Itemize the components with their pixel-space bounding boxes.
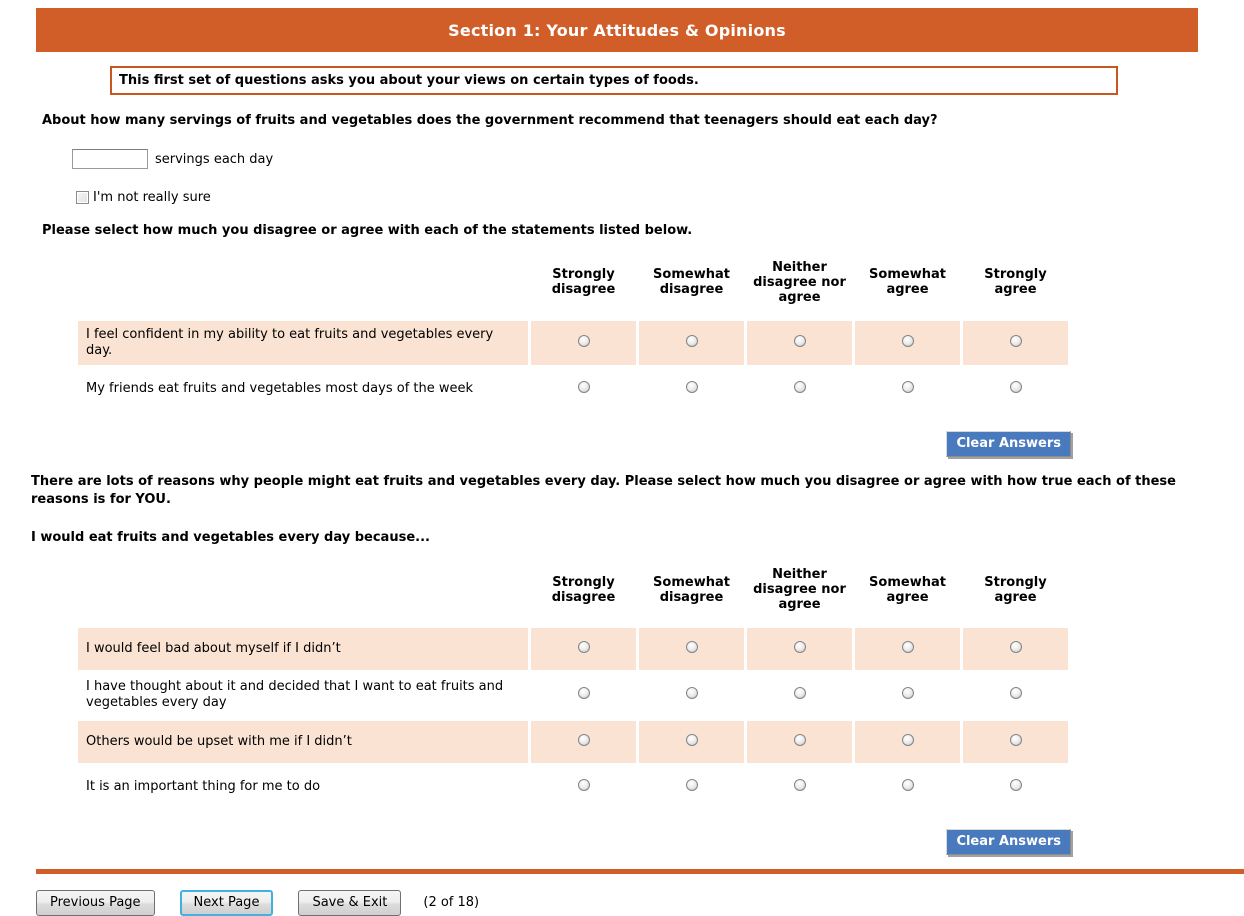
likert-radio-table2-r1-c4[interactable]	[1010, 687, 1022, 699]
not-sure-row	[76, 190, 1244, 205]
servings-input[interactable]	[72, 149, 148, 169]
scale-header: Somewhat agree	[855, 255, 960, 318]
page-indicator: (2 of 18)	[423, 895, 480, 911]
scale-header: Strongly agree	[963, 562, 1068, 625]
likert-radio-cell	[963, 766, 1068, 808]
likert-radio-cell	[531, 368, 636, 410]
servings-question: About how many servings of fruits and vegetables does the government recommend that teenagers should eat each day?	[42, 113, 938, 128]
likert-radio-cell	[855, 368, 960, 410]
likert-radio-table1-r0-c1[interactable]	[686, 335, 698, 347]
intro-box	[110, 66, 1118, 95]
likert-statement-row	[78, 766, 1068, 808]
likert-header-row	[78, 255, 1068, 318]
intro-text: This first set of questions asks you about your views on certain types of foods.	[119, 73, 699, 88]
reasons-lead: I would eat fruits and vegetables every day because...	[31, 530, 430, 546]
likert-header-row	[78, 562, 1068, 625]
footer-divider	[36, 869, 1244, 874]
likert-radio-cell	[531, 766, 636, 808]
likert-statement-row	[78, 368, 1068, 410]
likert-radio-table2-r1-c0[interactable]	[578, 687, 590, 699]
likert-radio-cell	[855, 673, 960, 718]
statement-label: Others would be upset with me if I didn’t	[78, 721, 528, 763]
survey-page	[0, 8, 1244, 916]
clear-answers-button-2[interactable]: Clear Answers	[946, 829, 1071, 855]
previous-page-button[interactable]: Previous Page	[36, 890, 155, 916]
likert-radio-table2-r0-c1[interactable]	[686, 641, 698, 653]
servings-suffix: servings each day	[155, 151, 274, 167]
likert-radio-table2-r2-c0[interactable]	[578, 734, 590, 746]
next-page-button[interactable]: Next Page	[180, 890, 274, 916]
likert-radio-table1-r1-c3[interactable]	[902, 381, 914, 393]
likert-statement-row	[78, 673, 1068, 718]
likert-radio-table2-r1-c1[interactable]	[686, 687, 698, 699]
likert-radio-table1-r0-c4[interactable]	[1010, 335, 1022, 347]
likert-radio-table2-r2-c1[interactable]	[686, 734, 698, 746]
statement-label: I have thought about it and decided that I want to eat fruits and vegetables every day	[86, 679, 504, 711]
likert-radio-cell	[855, 321, 960, 366]
section-header-bar	[36, 8, 1198, 52]
likert-radio-cell	[639, 321, 744, 366]
likert-table-1	[75, 252, 1071, 413]
scale-header: Neither disagree nor agree	[747, 255, 852, 318]
likert-radio-cell	[531, 628, 636, 670]
likert-radio-cell	[531, 673, 636, 718]
likert-radio-cell	[963, 368, 1068, 410]
likert-radio-table1-r0-c0[interactable]	[578, 335, 590, 347]
clear-answers-button-1[interactable]: Clear Answers	[946, 431, 1071, 457]
scale-header: Strongly agree	[963, 255, 1068, 318]
likert-radio-cell	[963, 321, 1068, 366]
likert-radio-table2-r0-c3[interactable]	[902, 641, 914, 653]
scale-header: Neither disagree nor agree	[747, 562, 852, 625]
scale-header: Somewhat disagree	[639, 255, 744, 318]
statement-label: I would feel bad about myself if I didn’t	[78, 628, 528, 670]
clear-row-2	[75, 829, 1071, 855]
footer-nav	[36, 890, 1244, 916]
statement-label: My friends eat fruits and vegetables most days of the week	[86, 381, 474, 397]
likert-radio-cell	[855, 721, 960, 763]
likert-radio-cell	[639, 673, 744, 718]
scale-header: Somewhat disagree	[639, 562, 744, 625]
likert-radio-table2-r0-c0[interactable]	[578, 641, 590, 653]
not-sure-label: I'm not really sure	[93, 190, 211, 205]
servings-answer-row	[72, 149, 1244, 169]
likert-radio-cell	[963, 721, 1068, 763]
likert-radio-table2-r3-c1[interactable]	[686, 779, 698, 791]
likert-radio-cell	[963, 673, 1068, 718]
scale-header: Strongly disagree	[531, 255, 636, 318]
likert-radio-cell	[531, 721, 636, 763]
likert-radio-cell	[855, 766, 960, 808]
likert-radio-table2-r2-c3[interactable]	[902, 734, 914, 746]
clear-row-1	[75, 431, 1071, 457]
likert-statement-row	[78, 628, 1068, 670]
likert-radio-table2-r3-c0[interactable]	[578, 779, 590, 791]
section-title: Section 1: Your Attitudes & Opinions	[448, 20, 786, 40]
likert-radio-table2-r2-c2[interactable]	[794, 734, 806, 746]
likert-radio-table1-r1-c2[interactable]	[794, 381, 806, 393]
likert-radio-table2-r3-c4[interactable]	[1010, 779, 1022, 791]
likert-radio-table2-r0-c2[interactable]	[794, 641, 806, 653]
likert-radio-cell	[639, 368, 744, 410]
likert-radio-cell	[963, 628, 1068, 670]
likert-table-2	[75, 559, 1071, 810]
likert-radio-cell	[639, 766, 744, 808]
likert-radio-table1-r1-c1[interactable]	[686, 381, 698, 393]
likert-radio-table2-r0-c4[interactable]	[1010, 641, 1022, 653]
likert-block-2	[75, 559, 1071, 854]
likert-statement-row	[78, 321, 1068, 366]
likert-radio-table1-r0-c2[interactable]	[794, 335, 806, 347]
likert-statement-row	[78, 721, 1068, 763]
statement-label: It is an important thing for me to do	[86, 778, 321, 794]
reasons-intro: There are lots of reasons why people might eat fruits and vegetables every day. Please select how much you disagree or agree with how true each of these reasons is for YOU.	[31, 474, 1176, 507]
likert-radio-cell	[747, 368, 852, 410]
likert-radio-table2-r2-c4[interactable]	[1010, 734, 1022, 746]
likert-radio-cell	[747, 766, 852, 808]
likert-radio-cell	[747, 628, 852, 670]
likert-radio-cell	[855, 628, 960, 670]
likert-radio-table2-r3-c3[interactable]	[902, 779, 914, 791]
likert-radio-table1-r0-c3[interactable]	[902, 335, 914, 347]
likert1-instruction: Please select how much you disagree or agree with each of the statements listed below.	[42, 223, 693, 238]
save-exit-button[interactable]: Save & Exit	[298, 890, 401, 916]
likert-radio-cell	[747, 673, 852, 718]
likert-radio-table1-r1-c0[interactable]	[578, 381, 590, 393]
scale-header: Somewhat agree	[855, 562, 960, 625]
likert-radio-table2-r1-c3[interactable]	[902, 687, 914, 699]
likert-radio-cell	[639, 721, 744, 763]
likert-corner-cell	[78, 255, 528, 318]
not-sure-checkbox[interactable]	[76, 191, 89, 204]
scale-header: Strongly disagree	[531, 562, 636, 625]
likert-radio-table2-r1-c2[interactable]	[794, 687, 806, 699]
statement-label: I feel confident in my ability to eat fruits and vegetables every day.	[78, 321, 528, 366]
likert-radio-table2-r3-c2[interactable]	[794, 779, 806, 791]
likert-corner-cell	[78, 562, 528, 625]
likert-radio-cell	[747, 721, 852, 763]
likert-block-1	[75, 252, 1071, 457]
likert-radio-cell	[639, 628, 744, 670]
likert-radio-cell	[531, 321, 636, 366]
likert-radio-table1-r1-c4[interactable]	[1010, 381, 1022, 393]
likert-radio-cell	[747, 321, 852, 366]
